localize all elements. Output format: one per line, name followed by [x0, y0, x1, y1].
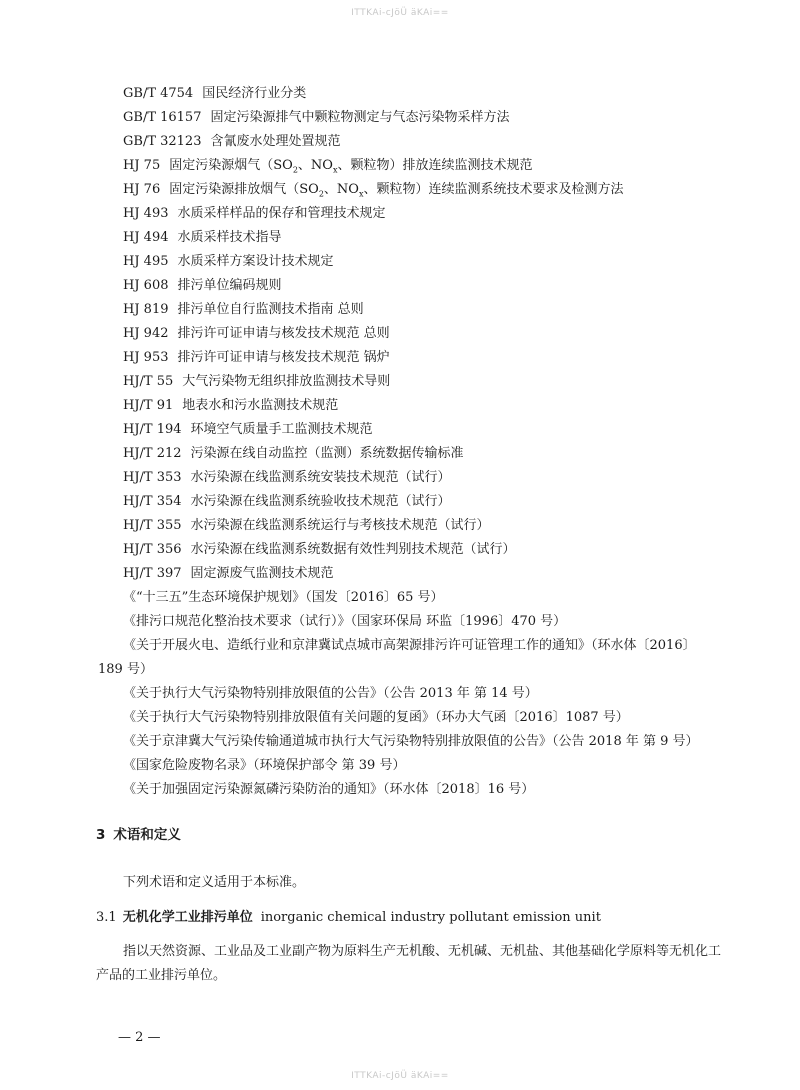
reference-item: HJ 76 固定污染源排放烟气（$SO_2$、$NO_x$、颗粒物）连续监测系统技术要求及检测方法 — [123, 182, 624, 199]
reference-item: HJ 493 水质采样样品的保存和管理技术规定 — [123, 206, 386, 221]
document-reference: 《关于开展火电、造纸行业和京津冀试点城市高架源排污许可证管理工作的通知》（环水体〔2016〕 189 号） — [123, 634, 723, 682]
reference-item: GB/T 16157 固定污染源排气中颗粒物测定与气态污染物采样方法 — [123, 110, 510, 125]
reference-item: GB/T 4754 国民经济行业分类 — [123, 86, 307, 101]
reference-item: HJ/T 194 环境空气质量手工监测技术规范 — [123, 422, 373, 437]
section-heading: 3 术语和定义 — [96, 827, 181, 843]
document-reference: 《排污口规范化整治技术要求（试行）》（国家环保局 环监〔1996〕470 号） — [123, 614, 567, 629]
reference-item: HJ 819 排污单位自行监测技术指南 总则 — [123, 302, 364, 317]
reference-item: HJ/T 55 大气污染物无组织排放监测技术导则 — [123, 374, 391, 389]
document-reference: 《“十三五”生态环境保护规划》（国发〔2016〕65 号） — [123, 590, 444, 605]
reference-item: HJ/T 355 水污染源在线监测系统运行与考核技术规范（试行） — [123, 518, 490, 533]
reference-item: HJ/T 397 固定源废气监测技术规范 — [123, 566, 334, 581]
watermark-top: ITTKAi-cJöÜ äKAi== — [351, 8, 449, 18]
document-reference: 《关于执行大气污染物特别排放限值有关问题的复函》（环办大气函〔2016〕1087 号） — [123, 710, 629, 725]
document-reference: 《关于京津冀大气污染传输通道城市执行大气污染物特别排放限值的公告》（公告 2018 年 第 9 号） — [123, 734, 699, 749]
reference-item: HJ 608 排污单位编码规则 — [123, 278, 282, 293]
term-definition: 指以天然资源、工业品及工业副产物为原料生产无机酸、无机碱、无机盐、其他基础化学原料等无机化工产品的工业排污单位。 — [96, 944, 722, 983]
reference-item: HJ 953 排污许可证申请与核发技术规范 锅炉 — [123, 350, 390, 365]
term-heading: 3.1 无机化学工业排污单位 inorganic chemical industry pollutant emission unit — [96, 910, 601, 925]
reference-item: HJ/T 356 水污染源在线监测系统数据有效性判别技术规范（试行） — [123, 542, 516, 557]
section-intro: 下列术语和定义适用于本标准。 — [123, 875, 306, 890]
watermark-bottom: ITTKAi-cJöÜ äKAi== — [351, 1071, 449, 1081]
reference-item: HJ 75 固定污染源烟气（$SO_2$、$NO_x$、颗粒物）排放连续监测技术规范 — [123, 158, 533, 175]
document-reference-continuation: 189 号） — [98, 662, 153, 677]
reference-item: HJ/T 353 水污染源在线监测系统安装技术规范（试行） — [123, 470, 451, 485]
document-reference: 《关于加强固定污染源氮磷污染防治的通知》（环水体〔2018〕16 号） — [123, 782, 535, 797]
document-reference: 《国家危险废物名录》（环境保护部令 第 39 号） — [123, 758, 406, 773]
reference-item: HJ 495 水质采样方案设计技术规定 — [123, 254, 334, 269]
document-reference: 《关于执行大气污染物特别排放限值的公告》（公告 2013 年 第 14 号） — [123, 686, 538, 701]
normative-references-list — [98, 82, 723, 802]
reference-item: HJ/T 212 污染源在线自动监控（监测）系统数据传输标准 — [123, 446, 464, 461]
reference-item: HJ 494 水质采样技术指导 — [123, 230, 282, 245]
page-number: — 2 — — [118, 1030, 161, 1045]
reference-item: GB/T 32123 含氰废水处理处置规范 — [123, 134, 341, 149]
reference-item: HJ/T 91 地表水和污水监测技术规范 — [123, 398, 339, 413]
reference-item: HJ 942 排污许可证申请与核发技术规范 总则 — [123, 326, 390, 341]
reference-item: HJ/T 354 水污染源在线监测系统验收技术规范（试行） — [123, 494, 451, 509]
